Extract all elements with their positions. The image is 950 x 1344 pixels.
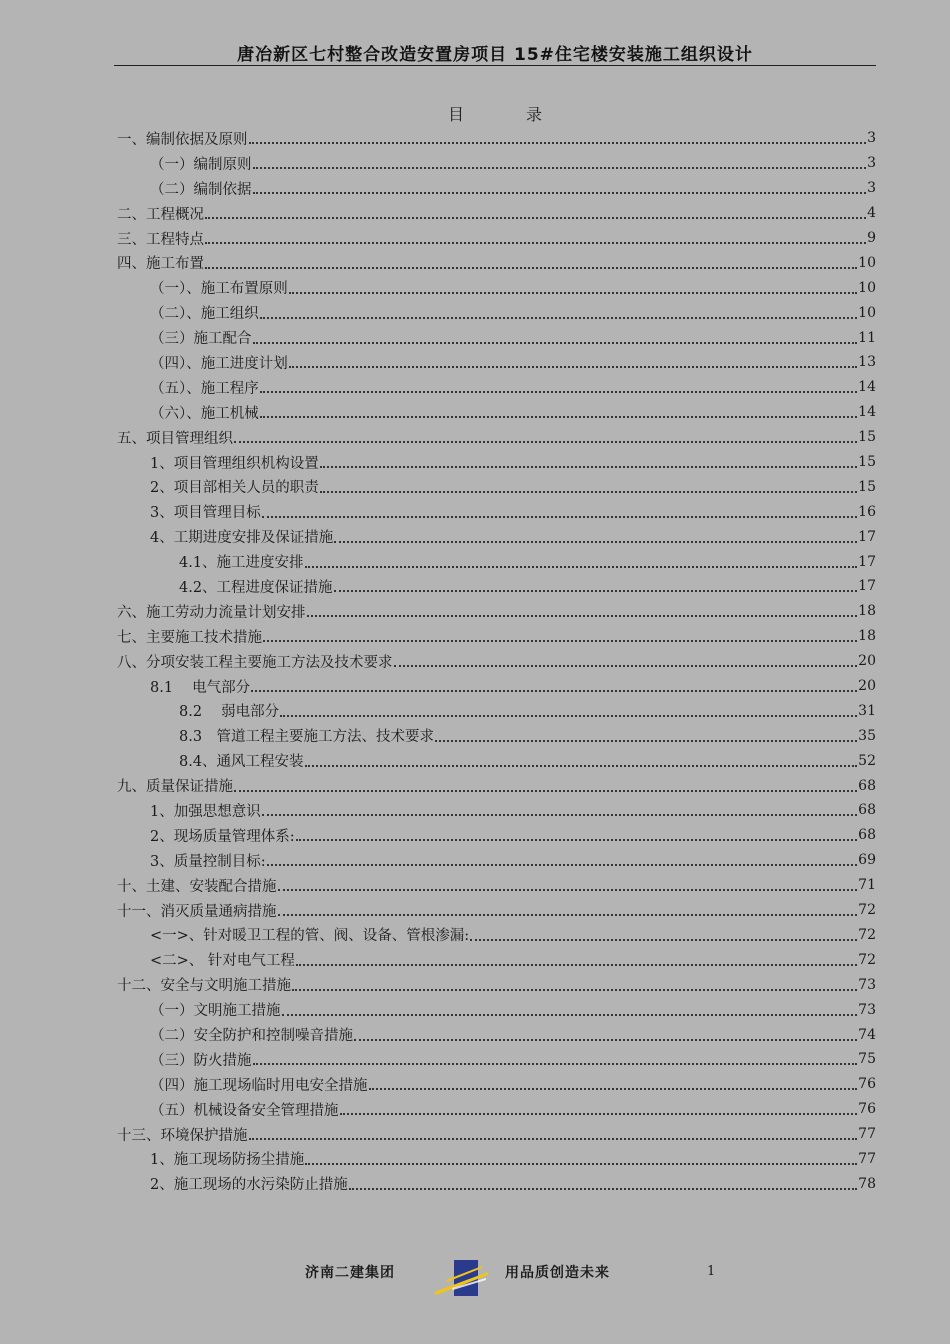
toc-leader-dots (305, 765, 858, 767)
toc-entry-page: 13 (858, 354, 876, 371)
toc-leader-dots (305, 566, 858, 568)
toc-leader-dots (205, 267, 857, 269)
toc-entry[interactable] (117, 1171, 876, 1196)
toc-entry[interactable] (117, 698, 876, 723)
toc-leader-dots (394, 665, 858, 667)
toc-entry-page: 16 (858, 503, 876, 520)
toc-entry-page: 35 (858, 727, 876, 744)
toc-entry[interactable] (117, 425, 876, 450)
toc-title-right: 录 (526, 105, 543, 124)
page-footer (0, 1258, 950, 1298)
toc-entry-label: （一）编制原则 (150, 156, 252, 173)
toc-entry-page: 77 (858, 1150, 876, 1167)
toc-entry[interactable] (117, 624, 876, 649)
toc-entry-page: 3 (867, 130, 876, 147)
toc-leader-dots (334, 590, 858, 592)
toc-entry[interactable] (117, 549, 876, 574)
toc-leader-dots (234, 790, 857, 792)
toc-entry-page: 76 (858, 1101, 876, 1118)
toc-entry-page: 72 (858, 902, 876, 919)
toc-entry[interactable] (117, 450, 876, 475)
toc-entry[interactable] (117, 1022, 876, 1047)
toc-entry[interactable] (117, 1072, 876, 1097)
toc-entry-label: 8.1 电气部分 (150, 679, 251, 696)
toc-entry[interactable] (117, 923, 876, 948)
toc-title (0, 102, 950, 125)
toc-entry-label: 八、分项安装工程主要施工方法及技术要求 (117, 654, 393, 671)
toc-entry[interactable] (117, 325, 876, 350)
toc-entry-label: 十一、消灭质量通病措施 (117, 903, 277, 920)
toc-leader-dots (262, 814, 857, 816)
toc-entry-label: （三）防火措施 (150, 1052, 252, 1069)
toc-entry-label: 8.2 弱电部分 (179, 704, 280, 721)
toc-entry[interactable] (117, 350, 876, 375)
toc-leader-dots (289, 366, 857, 368)
toc-leader-dots (205, 242, 866, 244)
toc-entry[interactable] (117, 1097, 876, 1122)
toc-entry[interactable] (117, 176, 876, 201)
toc-leader-dots (334, 541, 857, 543)
toc-entry[interactable] (117, 151, 876, 176)
toc-entry-page: 3 (867, 155, 876, 172)
toc-entry[interactable] (117, 898, 876, 923)
company-logo-icon (432, 1258, 490, 1302)
toc-leader-dots (262, 516, 857, 518)
toc-leader-dots (278, 889, 858, 891)
toc-entry[interactable] (117, 499, 876, 524)
toc-entry-label: 二、工程概况 (117, 206, 204, 223)
footer-slogan: 用品质创造未来 (505, 1265, 610, 1281)
toc-entry-page: 73 (858, 1001, 876, 1018)
toc-entry-page: 4 (867, 205, 876, 222)
toc-entry-page: 14 (858, 404, 876, 421)
toc-leader-dots (260, 317, 857, 319)
toc-entry-label: （五）机械设备安全管理措施 (150, 1102, 339, 1119)
toc-leader-dots (320, 491, 857, 493)
toc-entry-label: （五）、施工程序 (150, 380, 259, 397)
toc-entry[interactable] (117, 997, 876, 1022)
toc-leader-dots (435, 740, 857, 742)
toc-leader-dots (349, 1188, 857, 1190)
toc-leader-dots (292, 989, 857, 991)
toc-entry-page: 52 (858, 752, 876, 769)
toc-entry-label: <一>、针对暖卫工程的管、阀、设备、管根渗漏: (150, 928, 470, 945)
toc-entry[interactable] (117, 848, 876, 873)
toc-entry-label: 五、项目管理组织 (117, 430, 233, 447)
toc-entry-page: 72 (858, 951, 876, 968)
toc-entry-page: 17 (858, 578, 876, 595)
toc-entry-page: 10 (858, 279, 876, 296)
toc-entry-label: （一）文明施工措施 (150, 1003, 281, 1020)
toc-entry-label: 一、编制依据及原则 (117, 131, 248, 148)
page-header-title: 唐冶新区七村整合改造安置房项目 15#住宅楼安装施工组织设计 (237, 45, 753, 65)
toc-entry[interactable] (117, 748, 876, 773)
toc-entry[interactable] (117, 375, 876, 400)
toc-leader-dots (280, 715, 857, 717)
toc-entry-label: （四）施工现场临时用电安全措施 (150, 1077, 368, 1094)
toc-entry-page: 68 (858, 777, 876, 794)
toc-entry-page: 14 (858, 379, 876, 396)
toc-entry-page: 76 (858, 1076, 876, 1093)
toc-entry-page: 18 (858, 603, 876, 620)
toc-leader-dots (249, 142, 867, 144)
toc-entry-label: 十二、安全与文明施工措施 (117, 978, 291, 995)
toc-entry[interactable] (117, 275, 876, 300)
toc-entry-label: （四）、施工进度计划 (150, 355, 288, 372)
toc-entry[interactable] (117, 649, 876, 674)
toc-entry[interactable] (117, 574, 876, 599)
toc-leader-dots (234, 441, 857, 443)
toc-entry-label: （六）、施工机械 (150, 405, 259, 422)
toc-leader-dots (263, 640, 857, 642)
toc-entry-label: （二）编制依据 (150, 181, 252, 198)
toc-entry-page: 3 (867, 180, 876, 197)
toc-entry[interactable] (117, 674, 876, 699)
toc-entry-label: 2、施工现场的水污染防止措施 (150, 1177, 348, 1194)
toc-entry-page: 69 (858, 852, 876, 869)
toc-entry[interactable] (117, 201, 876, 226)
toc-entry[interactable] (117, 474, 876, 499)
toc-entry-label: <二>、 针对电气工程 (150, 953, 295, 970)
toc-entry-page: 9 (867, 230, 876, 246)
toc-entry[interactable] (117, 773, 876, 798)
toc-leader-dots (307, 615, 858, 617)
toc-entry-label: 七、主要施工技术措施 (117, 629, 262, 646)
toc-entry-label: 十、土建、安装配合措施 (117, 878, 277, 895)
toc-leader-dots (253, 192, 867, 194)
toc-entry[interactable] (117, 1147, 876, 1172)
toc-entry-label: 十三、环境保护措施 (117, 1127, 248, 1144)
toc-entry[interactable] (117, 723, 876, 748)
toc-entry-page: 17 (858, 553, 876, 570)
toc-leader-dots (282, 1014, 858, 1016)
toc-entry[interactable] (117, 823, 876, 848)
toc-entry-page: 68 (858, 827, 876, 844)
toc-entry-label: 3、质量控制目标: (150, 853, 266, 870)
toc-entry-label: 六、施工劳动力流量计划安排 (117, 604, 306, 621)
toc-entry-page: 68 (858, 802, 876, 819)
toc-leader-dots (260, 416, 857, 418)
page-number: 1 (707, 1264, 716, 1279)
toc-entry[interactable] (117, 947, 876, 972)
toc-entry[interactable] (117, 1047, 876, 1072)
toc-entry[interactable] (117, 1122, 876, 1147)
toc-entry[interactable] (117, 873, 876, 898)
toc-entry[interactable] (117, 798, 876, 823)
toc-leader-dots (260, 391, 857, 393)
toc-entry-page: 15 (858, 478, 876, 495)
toc-entry-page: 10 (858, 254, 876, 271)
toc-entry[interactable] (117, 400, 876, 425)
toc-leader-dots (251, 690, 857, 692)
toc-entry[interactable] (117, 599, 876, 624)
toc-entry-page: 74 (858, 1026, 876, 1043)
toc-entry-label: （二）安全防护和控制噪音措施 (150, 1028, 353, 1044)
toc-leader-dots (296, 839, 858, 841)
toc-entry-page: 15 (858, 454, 876, 471)
toc-entry-page: 77 (858, 1126, 876, 1143)
toc-entry-label: 2、项目部相关人员的职责 (150, 480, 319, 497)
toc-entry-label: 四、施工布置 (117, 256, 204, 273)
toc-entry-page: 18 (858, 628, 876, 645)
toc-entry[interactable] (117, 524, 876, 549)
toc-leader-dots (278, 914, 858, 916)
toc-entry-page: 10 (858, 304, 876, 321)
toc-entry-page: 11 (858, 329, 876, 346)
toc-entry-page: 20 (858, 678, 876, 695)
toc-leader-dots (289, 292, 857, 294)
footer-company-name: 济南二建集团 (305, 1265, 395, 1281)
toc-entry-label: （二）、施工组织 (150, 306, 259, 323)
toc-entry-label: 1、项目管理组织机构设置 (150, 455, 319, 472)
toc-leader-dots (253, 342, 858, 344)
toc-leader-dots (340, 1113, 858, 1115)
toc-leader-dots (249, 1138, 858, 1140)
toc-entry[interactable] (117, 300, 876, 325)
toc-entry[interactable] (117, 972, 876, 997)
toc-entry-page: 17 (858, 528, 876, 545)
toc-leader-dots (267, 864, 858, 866)
toc-leader-dots (296, 964, 857, 966)
toc-entry-label: 九、质量保证措施 (117, 779, 233, 796)
toc-leader-dots (470, 939, 857, 941)
toc-leader-dots (253, 167, 867, 169)
toc-entry-label: 4、工期进度安排及保证措施 (150, 530, 334, 547)
toc-leader-dots (369, 1088, 858, 1090)
toc-leader-dots (354, 1039, 857, 1041)
toc-title-left: 目 (447, 105, 464, 124)
toc-entry-label: 1、施工现场防扬尘措施 (150, 1152, 305, 1169)
toc-leader-dots (253, 1063, 858, 1065)
toc-entry-label: （三）施工配合 (150, 331, 252, 348)
table-of-contents (117, 126, 876, 1196)
toc-entry-label: 4.1、施工进度安排 (179, 555, 304, 572)
toc-entry[interactable] (117, 250, 876, 275)
toc-entry-label: 3、项目管理目标 (150, 505, 261, 522)
toc-entry-label: 三、工程特点 (117, 231, 204, 248)
toc-entry-page: 31 (858, 702, 876, 719)
toc-entry-page: 78 (858, 1175, 876, 1192)
toc-leader-dots (320, 466, 857, 468)
toc-entry-page: 72 (858, 926, 876, 943)
toc-entry-label: 4.2、工程进度保证措施 (179, 579, 333, 596)
toc-entry-page: 75 (858, 1051, 876, 1068)
toc-entry[interactable] (117, 226, 876, 251)
toc-entry-label: 2、现场质量管理体系: (150, 828, 295, 845)
toc-entry-page: 20 (858, 653, 876, 670)
toc-leader-dots (205, 217, 866, 219)
toc-entry[interactable] (117, 126, 876, 151)
toc-entry-page: 15 (858, 429, 876, 446)
toc-entry-page: 71 (858, 877, 876, 894)
header-rule (114, 65, 876, 66)
toc-entry-label: 8.4、通风工程安装 (179, 754, 304, 771)
toc-leader-dots (305, 1163, 857, 1165)
toc-entry-label: （一）、施工布置原则 (150, 281, 288, 298)
toc-entry-page: 73 (858, 976, 876, 993)
toc-entry-label: 8.3 管道工程主要施工方法、技术要求 (179, 729, 435, 746)
toc-entry-label: 1、加强思想意识 (150, 803, 261, 820)
